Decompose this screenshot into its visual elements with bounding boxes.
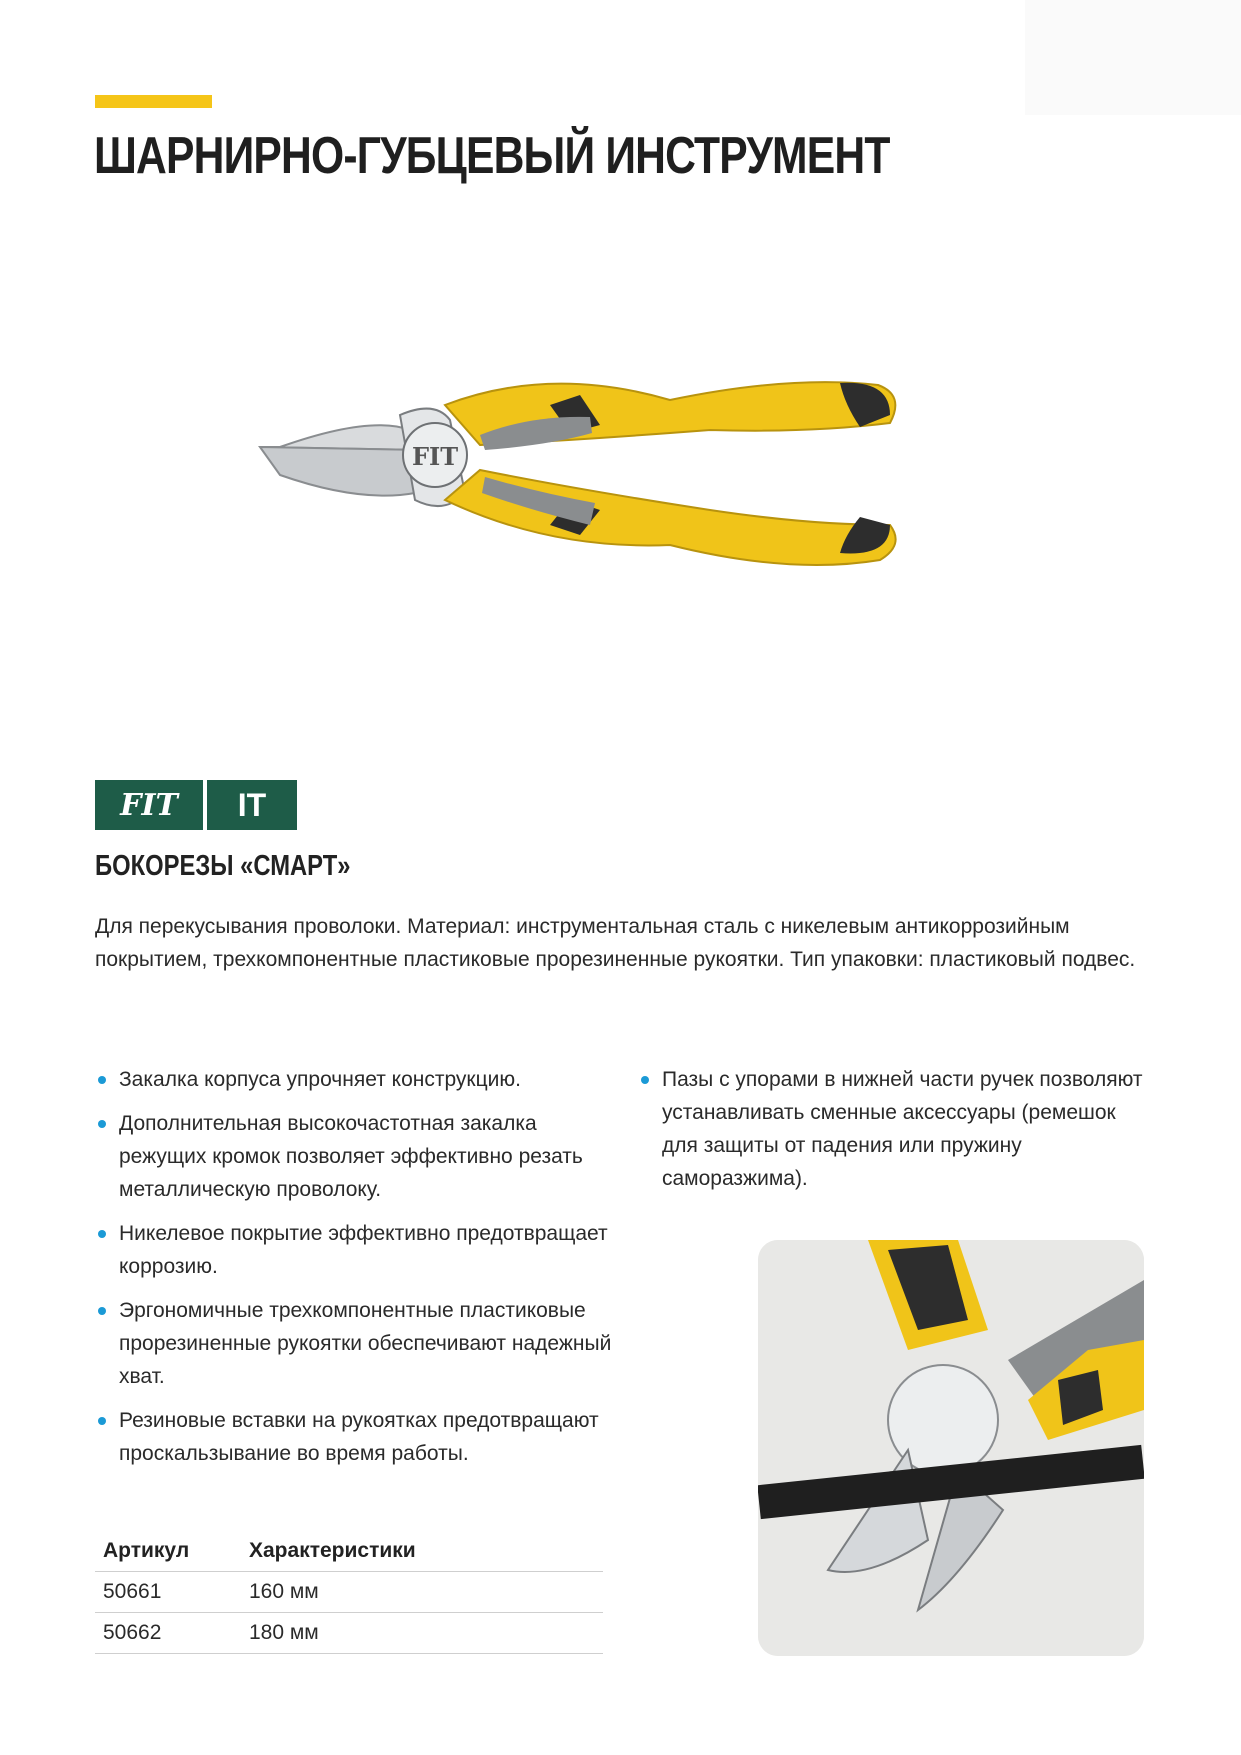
product-image (250, 375, 1010, 635)
features-list-left (95, 1063, 615, 1481)
usage-photo (758, 1240, 1144, 1656)
table-row (95, 1613, 603, 1654)
corner-shade (1025, 0, 1241, 115)
brand-logo (95, 780, 297, 830)
column-header: Артикул (95, 1531, 241, 1572)
product-description: Для перекусывания проволоки. Материал: инструментальная сталь с никелевым антикоррозийным покрытием, трехкомпонентные пластиковые прорезиненные рукоятки. Тип упаковки: пластиковый подвес. (95, 915, 1136, 971)
column-header: Характеристики (241, 1531, 603, 1572)
feature-item: Закалка корпуса упрочняет конструкцию. (95, 1063, 615, 1096)
accent-bar (95, 95, 212, 108)
table-row (95, 1572, 603, 1613)
table-cell: 180 мм (241, 1613, 603, 1654)
hero-logo-text: FIT (411, 442, 459, 471)
feature-item: Пазы с упорами в нижней части ручек позволяют устанавливать сменные аксессуары (ремешок для защиты от падения или пружину саморазжима). (638, 1063, 1148, 1195)
spec-table (95, 1531, 603, 1654)
feature-item: Эргономичные трехкомпонентные пластиковые прорезиненные рукоятки обеспечивают надежный хват. (95, 1294, 615, 1393)
product-title: БОКОРЕЗЫ «СМАРТ» (95, 850, 351, 882)
features-list-right (638, 1063, 1148, 1206)
it-logo: IT (207, 780, 297, 830)
fit-logo: FIT (95, 780, 203, 830)
table-header-row (95, 1531, 603, 1572)
table-cell: 50661 (95, 1572, 241, 1613)
table-cell: 50662 (95, 1613, 241, 1654)
table-cell: 160 мм (241, 1572, 603, 1613)
feature-item: Дополнительная высокочастотная закалка режущих кромок позволяет эффективно резать металлическую проволоку. (95, 1107, 615, 1206)
feature-item: Никелевое покрытие эффективно предотвращает коррозию. (95, 1217, 615, 1283)
feature-item: Резиновые вставки на рукоятках предотвращают проскальзывание во время работы. (95, 1404, 615, 1470)
page-title: ШАРНИРНО-ГУБЦЕВЫЙ ИНСТРУМЕНТ (94, 127, 890, 185)
